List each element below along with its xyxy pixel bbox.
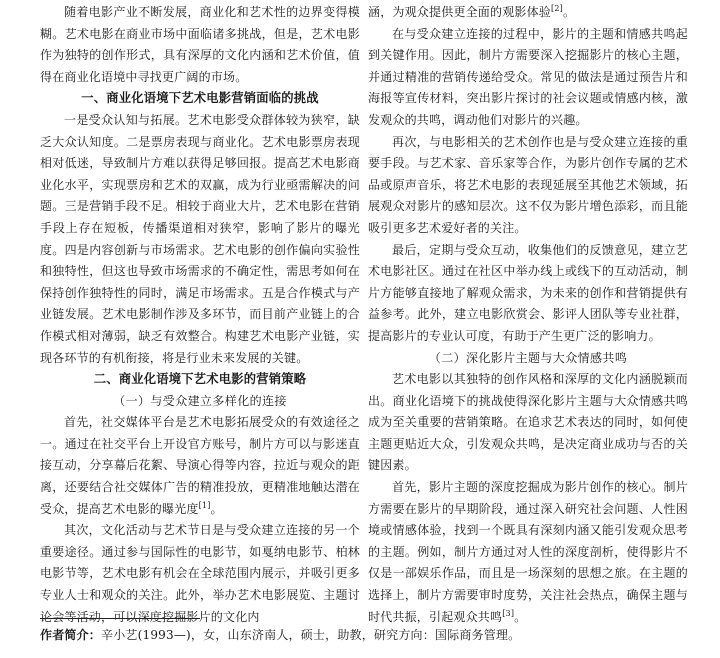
footnote-divider [40,618,200,619]
theme-depth-text: 首先，影片主题的深度挖掘成为影片创作的核心。制片方需要在影片的早期阶段，通过深入研究社会问题、人性困境或情感体验，找到一个既具有深刻内涵又能引发观众思考的主题。例如，制片方通过对人性的深度剖析，使得影片不仅是一部娱乐作品，而且是一场深刻的思想之旅。在主题的选择上，制片方需要审时度势，关注社会热点，确保主题与时代共振，引起观众共鸣 [368,480,688,624]
festival-paragraph-cont [368,2,688,24]
section-2-heading: 二、商业化语境下艺术电影的营销策略 [93,372,307,387]
art-creation-paragraph: 再次，与电影相关的艺术创作也是与受众建立连接的重要手段。与艺术家、音乐家等合作，为影片创作专属的艺术品或原声音乐，将艺术电影的表现延展至其他艺术领域，拓展观众对影片的感知层次。这不仅为影片增色添彩，而且能吸引更多艺术爱好者的关注。 [368,134,688,235]
social-media-end: 。 [210,501,223,516]
subsection-2-heading: （二）深化影片主题与大众情感共鸣 [428,350,628,365]
social-media-paragraph [40,412,360,520]
community-paragraph: 最后，定期与受众互动，收集他们的反馈意见，建立艺术电影社区。通过在社区中举办线上或线下的互动活动，制片方能够直接地了解观众需求，为未来的创作和营销提供有益参考。此外，建立电影欣赏会、影评人团队等专业社群，提高影片的专业认可度，有助于产生更广泛的影响力。 [368,242,688,343]
section-1-heading: 一、商业化语境下艺术电影营销面临的挑战 [81,91,319,106]
festival-cont-end: 。 [562,5,576,19]
citation-2: [2] [551,4,563,13]
intro-paragraph-end: 随着电影产业不断发展，商业化和艺术性的边界变得模糊。艺术电影在商业市场中面临诸多挑战，但是，艺术电影作为独特的创作形式，具有深厚的文化内涵和艺术价值，值得在商业化语境中寻找更广阔的市场。 [40,5,360,84]
festival-paragraph: 其次，文化活动与艺术节日是与受众建立连接的另一个重要途径。通过参与国际性的电影节，如戛纳电影节、柏林电影节等，艺术电影有机会在全球范围内展示，并吸引更多专业人士和观众的关注。此外，举办艺术电影展览、主题讨论会等活动，可以深度挖掘影片的文化内 [40,523,360,624]
festival-cont-text: 涵，为观众提供更全面的观影体验 [368,5,552,19]
author-info: 辛小艺(1993—)，女，山东济南人，硕士，助教，研究方向：国际商务管理。 [101,628,521,642]
cultural-connotation-paragraph: 艺术电影以其独特的创作风格和深厚的文化内涵脱颖而出。商业化语境下的挑战使得深化影片主题与大众情感共鸣成为至关重要的营销策略。在追求艺术表达的同时，如何使主题更贴近大众，引发观众共鸣，是决定商业成功与否的关键因素。 [368,372,688,473]
theme-depth-paragraph [368,477,688,628]
subsection-1-heading: （一）与受众建立多样化的连接 [113,393,287,408]
social-media-text: 首先，社交媒体平台是艺术电影拓展受众的有效途径之一。通过在社交平台上开设官方账号，制片方可以与影迷直接互动，分享幕后花絮、导演心得等内容，拉近与观众的距离，还要结合社交媒体广告的精准投放，更精准地触达潜在受众，提高艺术电影的曝光度 [40,415,360,516]
author-label: 作者简介： [40,628,102,642]
right-column [368,2,688,628]
theme-depth-end: 。 [514,609,527,624]
challenges-paragraph: 一是受众认知与拓展。艺术电影受众群体较为狭窄，缺乏大众认知度。二是票房表现与商业化。艺术电影票房表现相对低迷，导致制片方难以获得足够回报。提高艺术电影商业化水平，实现票房和艺术的双赢，成为行业亟需解决的问题。三是营销手段不足。相较于商业大片，艺术电影在营销手段上存在短板，传播渠道相对狭窄，影响了影片的曝光度。四是内容创新与市场需求。艺术电影的创作偏向实验性和独特性，但这也导致市场需求的不确定性，需思考如何在保持创作独特性的同时，满足市场需求。五是合作模式与产业链发展。艺术电影制作涉及多环节，而目前产业链上的合作模式相对薄弱，缺乏有效整合。构建艺术电影产业链，实现各环节的有机衔接，将是行业未来发展的关键。 [40,112,360,365]
citation-1: [1] [198,500,211,510]
theme-resonance-paragraph: 在与受众建立连接的过程中，影片的主题和情感共鸣起到关键作用。因此，制片方需要深入挖掘影片的核心主题，并通过精准的营销传递给受众。常见的做法是通过预告片和海报等宣传材料，突出影片探讨的社会议题或情感内核，激发观众的共鸣，调动他们对影片的兴趣。 [368,26,688,127]
citation-3: [3] [502,608,515,618]
author-footnote [40,625,700,645]
left-column [40,2,360,628]
